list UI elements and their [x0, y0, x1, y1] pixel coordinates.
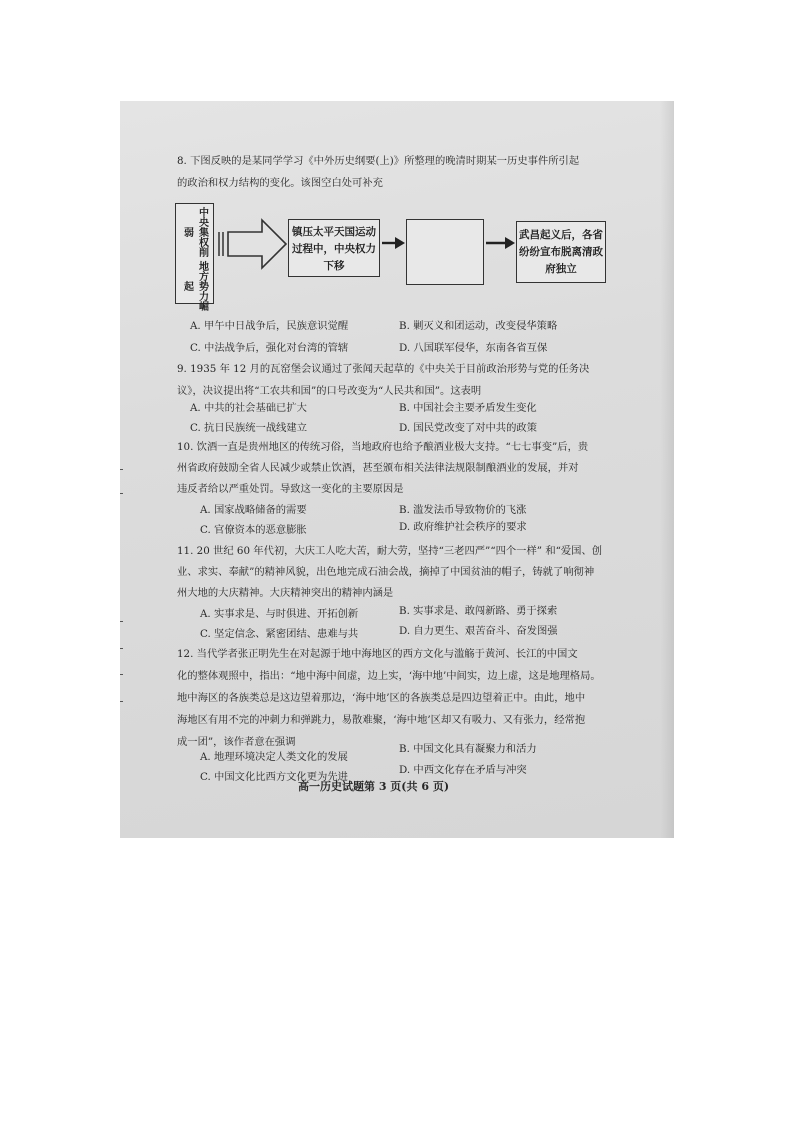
q9-stem-line2: 议》，决议提出将“工农共和国”的口号改变为“人民共和国”。这表明	[177, 385, 482, 397]
q8-stem-line1: 8. 下图反映的是某同学学习《中外历史纲要(上)》所整理的晚清时期某一历史事件所引起	[177, 155, 580, 167]
q8-option-c: C. 中法战争后，强化对台湾的管辖	[190, 342, 349, 354]
flow-arrow-2	[486, 236, 516, 250]
q10-stem-line3: 违反者给以严重处罚。导致这一变化的主要原因是	[177, 483, 404, 495]
q9-option-b: B. 中国社会主要矛盾发生变化	[399, 402, 537, 414]
q11-stem-line3: 州大地的大庆精神。大庆精神突出的精神内涵是	[177, 587, 394, 599]
q11-stem-line1: 11. 20 世纪 60 年代初，大庆工人吃大苦，耐大劳，坚持“三老四严”“四个一样” 和“爱国、创	[177, 545, 603, 557]
q9-stem-line1: 9. 1935 年 12 月的瓦窑堡会议通过了张闻天起草的《中央关于目前政治形势与党的任务决	[177, 363, 590, 375]
q12-option-a: A. 地理环境决定人类文化的发展	[200, 751, 348, 763]
q12-stem-line1: 12. 当代学者张正明先生在对起源于地中海地区的西方文化与滥觞于黄河、长江的中国文	[177, 648, 578, 660]
q12-stem-line5: 成一团”，该作者意在强调	[177, 736, 296, 748]
q11-stem-line2: 业、求实、奉献”的精神风貌，出色地完成石油会战，摘掉了中国贫油的帽子，铸就了响彻神	[177, 566, 595, 578]
q9-option-a: A. 中共的社会基础已扩大	[190, 402, 307, 414]
flow-box-central-local	[175, 203, 214, 311]
q10-stem-line1: 10. 饮酒一直是贵州地区的传统习俗，当地政府也给予酿酒业极大支持。“七七事变”后，贵	[177, 441, 589, 453]
q9-option-c: C. 抗日民族统一战线建立	[190, 422, 308, 434]
q8-stem-line2: 的政治和权力结构的变化。该图空白处可补充	[177, 177, 383, 189]
q10-option-c: C. 官僚资本的恶意膨胀	[200, 524, 307, 536]
q8-option-b: B. 剿灭义和团运动，改变侵华策略	[399, 320, 558, 332]
q11-option-b: B. 实事求是、敢闯新路、勇于探索	[399, 605, 558, 617]
q10-option-d: D. 政府维护社会秩序的要求	[399, 521, 527, 533]
flow-arrow-1	[382, 236, 406, 250]
q11-option-d: D. 自力更生、艰苦奋斗、奋发图强	[399, 625, 558, 637]
flow-box-taiping: 镇压太平天国运动过程中，中央权力下移	[288, 219, 380, 277]
margin-tick	[120, 493, 123, 494]
flow-big-arrow	[216, 216, 291, 272]
q12-stem-line3: 地中海区的各族类总是这边望着那边，‘海中地’区的各族类总是四边望着正中。由此，地中	[177, 692, 586, 704]
q12-option-b: B. 中国文化具有凝聚力和活力	[399, 743, 537, 755]
q8-option-a: A. 甲午中日战争后，民族意识觉醒	[190, 320, 349, 332]
flow-box-blank	[406, 219, 484, 285]
flow-box-local-text: 地方势力崛起	[181, 261, 208, 311]
margin-tick	[120, 648, 123, 649]
margin-tick	[120, 621, 123, 622]
page-footer: 高一历史试题第 3 页(共 6 页)	[298, 780, 450, 793]
q12-option-c: C. 中国文化比西方文化更为先进	[200, 771, 348, 783]
q11-option-a: A. 实事求是、与时俱进、开拓创新	[200, 608, 359, 620]
scanned-exam-page	[120, 101, 674, 838]
flow-box-wuchang: 武昌起义后，各省纷纷宣布脱离清政府独立	[516, 221, 606, 283]
margin-tick	[120, 674, 123, 675]
q9-option-d: D. 国民党改变了对中共的政策	[399, 422, 537, 434]
q10-option-a: A. 国家战略储备的需要	[200, 504, 307, 516]
q12-option-d: D. 中西文化存在矛盾与冲突	[399, 764, 527, 776]
q12-stem-line4: 海地区有用不完的冲刺力和弹跳力，易散难聚，‘海中地’区却又有吸力、又有张力，经常抱	[177, 714, 586, 726]
q12-stem-line2: 化的整体观照中，指出：“地中海中间虚，边上实，‘海中地’中间实，边上虚，这是地理格局。	[177, 670, 601, 682]
q10-stem-line2: 州省政府鼓励全省人民减少或禁止饮酒，甚至颁布相关法律法规限制酿酒业的发展，并对	[177, 462, 579, 474]
q8-option-d: D. 八国联军侵华，东南各省互保	[399, 342, 548, 354]
margin-tick	[120, 701, 123, 702]
flow-box-central-text: 中央集权削弱	[181, 207, 208, 257]
page-edge-shadow	[660, 101, 674, 838]
q10-option-b: B. 滥发法币导致物价的飞涨	[399, 504, 527, 516]
margin-tick	[120, 469, 123, 470]
q11-option-c: C. 坚定信念、紧密团结、患难与共	[200, 628, 359, 640]
